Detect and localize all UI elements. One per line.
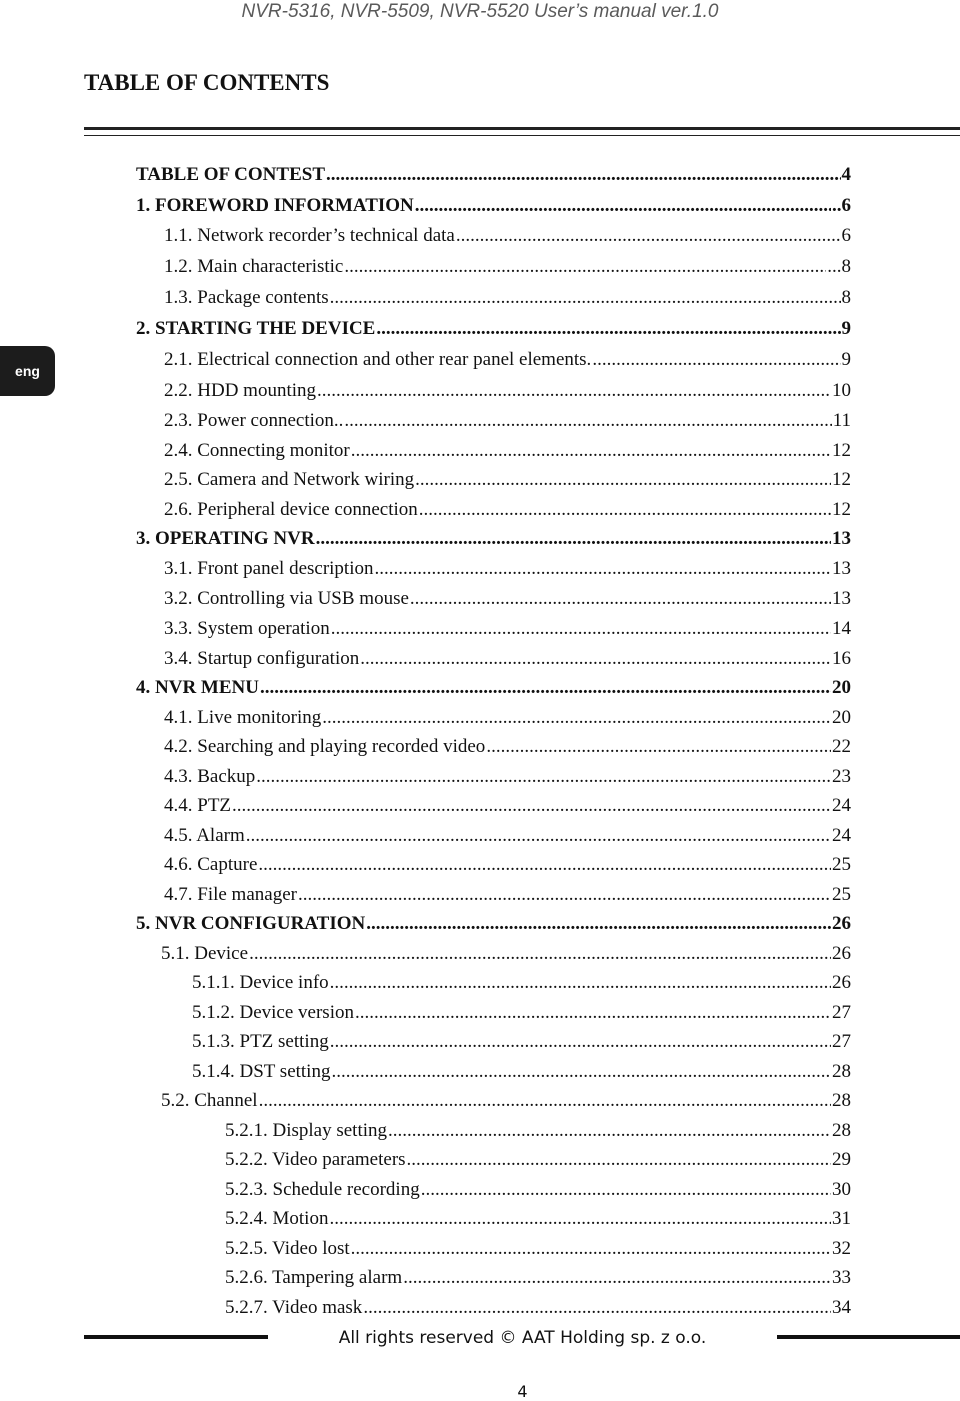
toc-entry[interactable] — [0, 673, 851, 703]
toc-entry-page: 14 — [832, 617, 851, 639]
toc-entry[interactable] — [0, 524, 851, 554]
toc-leader-dots — [407, 1145, 831, 1175]
toc-entry-label: 3. OPERATING NVR — [136, 528, 315, 549]
toc-entry-page: 9 — [841, 349, 851, 370]
toc-entry-page: 6 — [841, 225, 851, 246]
toc-leader-dots — [419, 495, 831, 525]
toc-entry-page: 13 — [832, 528, 851, 549]
toc-entry-page: 27 — [832, 1031, 851, 1052]
toc-leader-dots — [232, 791, 831, 821]
toc-entry-page: 27 — [832, 1001, 851, 1023]
toc-leader-dots — [246, 821, 831, 851]
toc-entry-page: 34 — [832, 1296, 851, 1318]
toc-entry-label: 5.2. Channel — [161, 1090, 258, 1111]
toc-entry-label: 4.5. Alarm — [164, 824, 245, 846]
toc-entry-page: 12 — [832, 469, 851, 490]
page-number: 4 — [517, 1382, 528, 1401]
toc-entry[interactable] — [0, 345, 851, 375]
toc-entry-label: 5.2.3. Schedule recording — [225, 1178, 420, 1200]
toc-entry[interactable] — [0, 703, 851, 733]
toc-entry-page: 8 — [841, 287, 851, 308]
toc-entry-label: 5.1.3. PTZ setting — [192, 1031, 329, 1052]
toc-entry[interactable] — [0, 1234, 851, 1264]
toc-leader-dots — [330, 1027, 831, 1057]
toc-entry[interactable] — [0, 283, 851, 313]
toc-entry-label: 3.1. Front panel description — [164, 558, 374, 579]
running-header: NVR-5316, NVR-5509, NVR-5520 User’s manual ver.1.0 — [241, 1, 719, 22]
toc-entry-page: 13 — [832, 558, 851, 579]
toc-entry[interactable] — [0, 1204, 851, 1234]
toc-entry-page: 16 — [832, 647, 851, 669]
toc-entry[interactable] — [0, 191, 851, 221]
toc-leader-dots — [403, 1263, 831, 1293]
toc-entry-label: 4. NVR MENU — [136, 677, 259, 698]
toc-entry-label: 5.1.2. Device version — [192, 1001, 354, 1023]
toc-entry-label: 5.2.7. Video mask — [225, 1296, 363, 1318]
toc-entry-label: 5.2.4. Motion — [225, 1208, 329, 1229]
toc-entry-label: 2.1. Electrical connection and other rear panel elements. — [164, 349, 592, 370]
toc-leader-dots — [388, 1116, 831, 1146]
toc-entry-label: 4.2. Searching and playing recorded video — [164, 736, 486, 757]
toc-leader-dots — [344, 406, 831, 436]
toc-leader-dots — [421, 1175, 831, 1205]
toc-entry-page: 23 — [832, 765, 851, 787]
toc-entry-page: 26 — [832, 972, 851, 993]
toc-entry-label: 5.1.1. Device info — [192, 972, 329, 993]
toc-entry[interactable] — [0, 909, 851, 939]
toc-entry-label: 2. STARTING THE DEVICE — [136, 318, 376, 339]
toc-entry-label: 4.4. PTZ — [164, 795, 232, 816]
toc-entry-label: 5.1. Device — [161, 942, 249, 964]
toc-entry-page: 28 — [832, 1119, 851, 1141]
toc-entry-page: 24 — [832, 795, 851, 816]
toc-leader-dots — [331, 1057, 831, 1087]
toc-entry-page: 4 — [841, 164, 851, 185]
toc-entry[interactable] — [0, 406, 851, 436]
toc-leader-dots — [298, 880, 831, 910]
toc-leader-dots — [260, 673, 831, 703]
toc-leader-dots — [486, 732, 831, 762]
copyright-notice: All rights reserved © AAT Holding sp. z o.o. — [338, 1328, 707, 1348]
toc-entry[interactable] — [0, 850, 851, 880]
toc-entry-label: 4.1. Live monitoring — [164, 706, 322, 728]
toc-leader-dots — [366, 909, 831, 939]
footer-rule-left — [84, 1335, 268, 1339]
toc-entry-label: 1.1. Network recorder’s technical data — [164, 225, 455, 246]
toc-entry-page: 26 — [832, 913, 851, 934]
toc-entry-page: 29 — [832, 1149, 851, 1170]
toc-entry-page: 22 — [832, 736, 851, 757]
toc-entry-label: 2.2. HDD mounting — [164, 380, 316, 401]
toc-leader-dots — [326, 160, 841, 190]
toc-entry-page: ...8 — [827, 256, 851, 277]
toc-entry-page: 30 — [832, 1178, 851, 1200]
toc-entry-label: 2.3. Power connection.. — [164, 410, 344, 431]
toc-entry-label: 4.3. Backup — [164, 765, 256, 787]
toc-leader-dots — [329, 1204, 831, 1234]
toc-entry-label: TABLE OF CONTEST — [136, 164, 325, 185]
toc-entry-label: 2.6. Peripheral device connection — [164, 498, 418, 520]
toc-entry-label: 2.4. Connecting monitor — [164, 439, 350, 461]
toc-entry-page: 10 — [832, 380, 851, 401]
toc-entry[interactable] — [0, 998, 851, 1028]
toc-entry[interactable] — [0, 821, 851, 851]
toc-entry-page: 28 — [832, 1060, 851, 1082]
toc-entry[interactable] — [0, 554, 851, 584]
title-rule-thin — [84, 135, 960, 136]
toc-entry[interactable] — [0, 1027, 851, 1057]
toc-entry-label: 5. NVR CONFIGURATION — [136, 913, 366, 934]
toc-entry-label: 3.3. System operation — [164, 617, 330, 639]
toc-leader-dots — [317, 376, 831, 406]
toc-entry[interactable] — [0, 252, 851, 282]
toc-leader-dots — [322, 703, 831, 733]
toc-entry[interactable] — [0, 436, 851, 466]
toc-entry[interactable] — [0, 221, 851, 251]
toc-leader-dots — [375, 554, 832, 584]
toc-entry-page: 12 — [832, 439, 851, 461]
toc-entry-page: 33 — [832, 1267, 851, 1288]
toc-entry-label: 5.2.2. Video parameters — [225, 1149, 406, 1170]
toc-entry[interactable] — [0, 376, 851, 406]
toc-entry[interactable] — [0, 614, 851, 644]
toc-entry[interactable] — [0, 160, 851, 190]
toc-entry-page: ..6 — [832, 194, 851, 216]
toc-entry[interactable] — [0, 495, 851, 525]
toc-leader-dots — [456, 221, 841, 251]
toc-entry-page: 12 — [832, 498, 851, 520]
toc-entry-page: 20 — [832, 706, 851, 728]
toc-leader-dots — [331, 614, 831, 644]
toc-entry[interactable] — [0, 1116, 851, 1146]
toc-leader-dots — [592, 345, 840, 375]
toc-entry-label: 1.2. Main characteristic — [164, 256, 344, 277]
toc-leader-dots — [415, 465, 831, 495]
toc-entry[interactable] — [0, 584, 851, 614]
toc-entry-page: 32 — [832, 1237, 851, 1259]
toc-leader-dots — [330, 968, 831, 998]
toc-entry-label: 1. FOREWORD INFORMATION — [136, 194, 414, 216]
toc-leader-dots — [259, 1086, 831, 1116]
footer-rule-right — [777, 1335, 960, 1339]
toc-entry-label: 1.3. Package contents — [164, 287, 329, 308]
toc-leader-dots — [249, 939, 831, 969]
toc-entry-label: 2.5. Camera and Network wiring — [164, 469, 415, 490]
toc-entry-page: 26 — [832, 942, 851, 964]
toc-leader-dots — [351, 1234, 831, 1264]
toc-entry[interactable] — [0, 939, 851, 969]
toc-entry[interactable] — [0, 314, 851, 344]
toc-entry[interactable] — [0, 644, 851, 674]
toc-entry[interactable] — [0, 732, 851, 762]
language-tab-label: eng — [15, 363, 40, 379]
toc-entry-label: 5.1.4. DST setting — [192, 1060, 331, 1082]
toc-entry-page: 25 — [832, 883, 851, 905]
toc-entry-page: 31 — [832, 1208, 851, 1229]
toc-leader-dots — [355, 998, 831, 1028]
toc-entry[interactable] — [0, 1175, 851, 1205]
page-title: TABLE OF CONTENTS — [84, 70, 330, 95]
toc-entry-label: 5.2.5. Video lost — [225, 1237, 350, 1259]
toc-entry[interactable] — [0, 762, 851, 792]
toc-entry-label: 4.7. File manager — [164, 883, 297, 905]
toc-entry-page: 11 — [832, 410, 851, 431]
toc-entry-page: 13 — [832, 588, 851, 609]
toc-entry[interactable] — [0, 791, 851, 821]
toc-leader-dots — [330, 283, 841, 313]
toc-entry[interactable] — [0, 880, 851, 910]
toc-leader-dots — [410, 584, 831, 614]
toc-entry-page: 28 — [832, 1090, 851, 1111]
toc-leader-dots — [376, 314, 840, 344]
toc-entry-page: 9 — [841, 318, 851, 339]
toc-entry-label: 3.2. Controlling via USB mouse — [164, 588, 409, 609]
toc-entry-page: 24 — [832, 824, 851, 846]
toc-entry[interactable] — [0, 1086, 851, 1116]
toc-leader-dots — [415, 191, 831, 221]
toc-leader-dots — [351, 436, 831, 466]
toc-entry-page: 20 — [832, 677, 851, 698]
title-rule-thick — [84, 127, 960, 130]
toc-leader-dots — [360, 644, 831, 674]
toc-entry[interactable] — [0, 465, 851, 495]
toc-entry[interactable] — [0, 1263, 851, 1293]
toc-entry[interactable] — [0, 1057, 851, 1087]
toc-leader-dots — [363, 1293, 831, 1323]
toc-entry-page: 25 — [832, 854, 851, 875]
toc-entry-label: 5.2.1. Display setting — [225, 1119, 388, 1141]
toc-entry-label: 5.2.6. Tampering alarm — [225, 1267, 403, 1288]
toc-entry[interactable] — [0, 1293, 851, 1323]
toc-leader-dots — [316, 524, 831, 554]
toc-entry[interactable] — [0, 1145, 851, 1175]
toc-entry-label: 3.4. Startup configuration — [164, 647, 360, 669]
toc-leader-dots — [344, 252, 826, 282]
toc-entry[interactable] — [0, 968, 851, 998]
toc-leader-dots — [258, 850, 831, 880]
toc-entry-label: 4.6. Capture — [164, 854, 258, 875]
toc-leader-dots — [256, 762, 831, 792]
